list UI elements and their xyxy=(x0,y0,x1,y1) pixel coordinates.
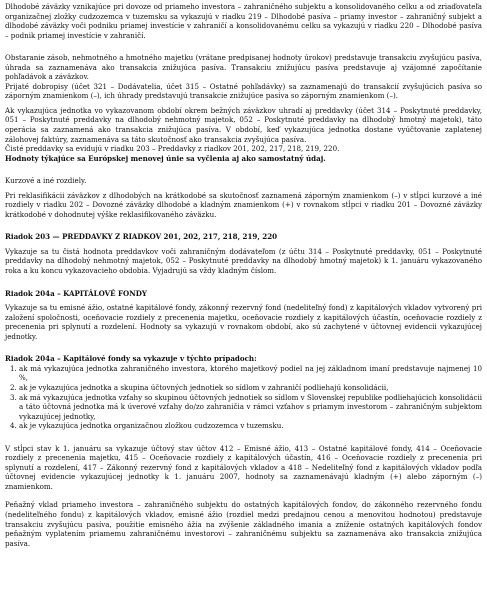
spacer xyxy=(5,276,482,289)
paragraph-credit-notes: Prijaté dobropisy (účet 321 – Dodávatelia, účet 315 – Ostatné pohľadávky) sa zaznamenajú do transakcií zvyšujúcich pasíva so záporným znamienkom (–), ich úhrady predstavujú transakcie znižujúce pasíva so záporným znamienkom (–). xyxy=(5,81,482,101)
paragraph-text: Dlhodobé záväzky vznikajúce pri dovoze od priameho investora – zahraničného subjektu a konsolidovaného celku a od zriaďovateľa organizačnej zložky cudzozemca v tuzemsku sa vykazujú v riadku 219 – Dlhodobé pasíva – priamy investor – zahraničný subjekt a dlhodobé záväzky voči podniku priamej investície v zahraničí a konsolidovanému celku sa vykazujú v riadku 220 – Dlhodobé pasíva – podnik priamej investície v zahraničí. xyxy=(5,2,482,40)
paragraph-long-term-liabilities xyxy=(5,2,482,40)
paragraph-acquisition: Obstaranie zásob, nehmotného a hmotného majetku (vrátane predpisanej hodnoty úrokov) predstavuje transakciu zvyšujúcu pasíva, úhrada sa zaznamenáva ako transakcia znižujúca pasíva. Transakciu znižujúcu pasíva predstavuje aj vzájomné započítanie pohľadávok a záväzkov. xyxy=(5,53,482,82)
list-item: 3. ak má vykazujúca jednotka vzťahy so skupinou účtovných jednotiek so sídlom v Slovenskej republike podliehajúcich konsolidácii a táto účtovná jednotka má k úverové vzťahy do/zo zahraničia v rámci vzťahov s priamym investorom – zahraničným subjektom vykazujúcej jednotky, xyxy=(19,393,482,422)
document-page xyxy=(5,2,482,548)
spacer xyxy=(5,219,482,232)
spacer xyxy=(5,491,482,500)
paragraph-emu: Hodnoty týkajúce sa Európskej menovej únie sa vyčlenia aj ako samostatný údaj. xyxy=(5,153,326,163)
paragraph-row-203: Vykazuje sa tu čistá hodnota preddavkov voči zahraničným dodávateľom (z účtu 314 – Poskytnuté preddavky, 051 – Poskytnuté preddavky na dlhodobý nehmotný majetok, 052 – Poskytnuté preddavky na dlhodobý hmotný majetok) k 1. januáru vykazovaného roka a ku koncu vykazovacieho obdobia. Vyjadrujú sa vždy kladným číslom. xyxy=(5,246,482,276)
spacer xyxy=(5,341,482,354)
paragraph-exchange-differences: Kurzové a iné rozdiely. xyxy=(5,176,87,186)
list-item: 1. ak má vykazujúca jednotka zahraničného investora, ktorého majetkový podiel na jej základnom imaní predstavuje najmenej 10 %, xyxy=(19,364,482,383)
paragraph-capital-funds: Vykazuje sa tu emisné ážio, ostatné kapitálové fondy, zákonný rezervný fond (nedeliteľný fond) z kapitálových vkladov vytvorený pri založení spoločnosti, oceňovacie rozdiely z precenenia majetku, oceňovacie rozdiely z kapitálových účastín, oceňovacie rozdiely z precenenia pri splynutí a rozdelení. Hodnoty sa vykazujú v rovnakom období, ako sú zachytené v účtovnej evidencii vykazujúcej jednotky. xyxy=(5,303,482,341)
paragraph-reclassification: Pri reklasifikácii záväzkov z dlhodobých na krátkodobé sa skutočnosť zaznamená záporným znamienkom (–) v stĺpci kurzové a iné rozdiely v riadku 202 – Dovozné záväzky dlhodobé a kladným znamienkom (+) v rovnakom stĺpci v riadku 201 – Dovozné záväzky krátkodobé v dohodnutej výške reklasifikovaného záväzku. xyxy=(5,190,482,219)
spacer xyxy=(5,163,482,176)
section-heading-204a-cases: Riadok 204a – Kapitálové fondy sa vykazuje v týchto prípadoch: xyxy=(5,354,257,364)
paragraph-cash-contribution: Peňažný vklad priameho investora – zahraničného subjektu do ostatných kapitálových fondov, do zákonného rezervného fondu (nedeliteľného fondu) z kapitálových vkladov, emisné ážio (rozdiel medzi predajnou cenou a menovitou hodnotou) predstavuje transakciu zvyšujúcu pasíva, použitie emisného ážia na zvýšenie základného imania a zníženie ostatných kapitálových fondov peňažným vyplatením priamemu zahraničnému investorovi – zahraničnému subjektu sa zaznamenáva ako transakcia znižujúca pasíva. xyxy=(5,500,482,548)
list-item: 2. ak je vykazujúca jednotka a skupina účtovných jednotiek so sídlom v zahraničí podliehajú konsolidácii, xyxy=(19,383,482,393)
section-heading-203: Riadok 203 — PREDDAVKY Z RIADKOV 201, 202, 217, 218, 219, 220 xyxy=(5,232,278,242)
paragraph-advances: Ak vykazujúca jednotka vo vykazovanom období okrem bežných záväzkov uhradí aj preddavky (účet 314 – Poskytnuté preddavky, 051 – Poskytnuté preddavky na dlhodobý nehmotný majetok, 052 – Poskytnuté preddavky na dlhodobý hmotný majetok), táto operácia sa zaznamená ako transakcia znižujúca pasíva. V období, keď vykazujúca jednotka dostane vyúčtovanie zaplatenej zálohovej faktúry, zaznamenáva sa táto skutočnosť ako transakcia zvyšujúca pasíva. xyxy=(5,105,482,144)
section-heading-204a: Riadok 204a – KAPITÁLOVÉ FONDY xyxy=(5,288,147,298)
spacer xyxy=(5,431,482,444)
list-item: 4. ak je vykazujúca jednotka organizačnou zložkou cudzozemca v tuzemsku. xyxy=(19,421,482,431)
spacer xyxy=(5,40,482,53)
paragraph-net-advances: Čisté preddavky sa evidujú v riadku 203 – Preddavky z riadkov 201, 202, 217, 218, 219, 220. xyxy=(5,144,340,154)
paragraph-opening-balance: V stĺpci stav k 1. januáru sa vykazuje účtový stav účtov 412 – Emisné ážio, 413 – Ostatné kapitálové fondy, 414 – Oceňovacie rozdiely z precenenia majetku, 415 – Oceňovacie rozdiely z kapitálových účastín, 416 – Oceňovacie rozdiely z precenenia pri splynutí a rozdelení, 417 – Zákonný rezervný fond z kapitálových vkladov a 418 – Nedeliteľný fond z kapitálových vkladov podľa účtovnej evidencie vykazujúcej jednotky k 1. januáru 2007, hodnoty sa zaznamenávajú kladným (+) alebo záporným (–) znamienkom. xyxy=(5,443,482,491)
cases-list xyxy=(5,364,482,431)
